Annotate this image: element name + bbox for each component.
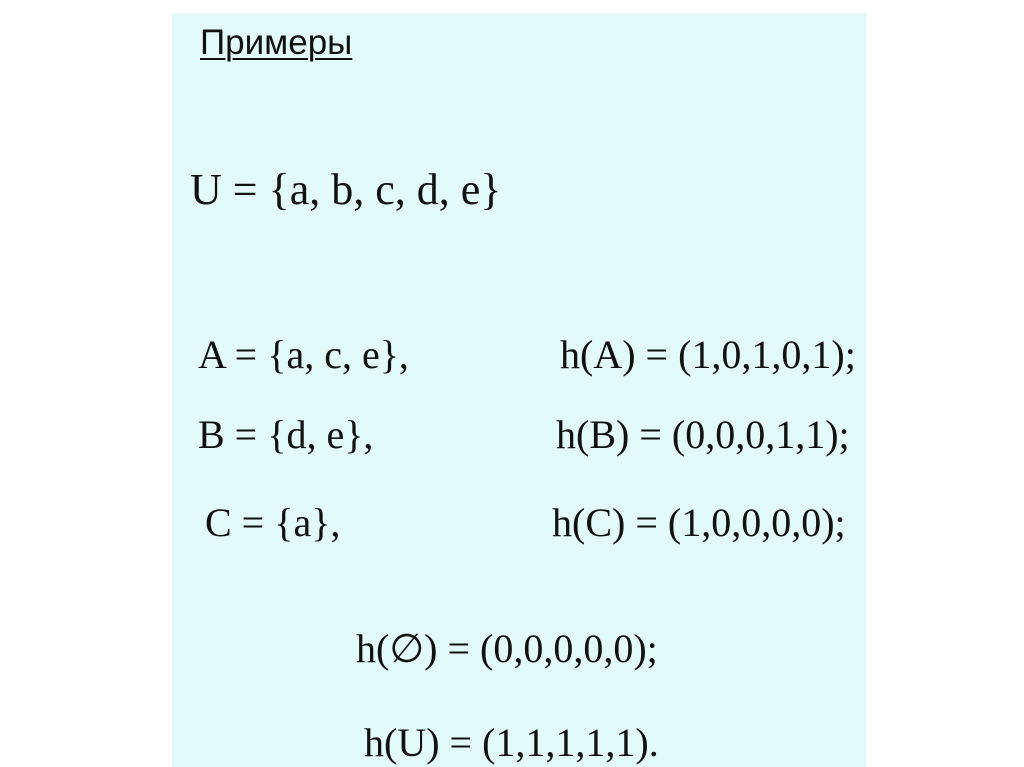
set-a-vector: h(A) = (1,0,1,0,1); <box>560 332 856 377</box>
slide-title: Примеры <box>200 23 353 62</box>
set-b-vector: h(B) = (0,0,0,1,1); <box>556 412 850 457</box>
universe-vector: h(U) = (1,1,1,1,1). <box>364 720 659 765</box>
universe-set-formula: U = {a, b, c, d, e} <box>190 165 502 214</box>
empty-set-vector: h(∅) = (0,0,0,0,0); <box>356 626 658 671</box>
set-b-definition: B = {d, e}, <box>198 412 374 457</box>
set-a-definition: A = {a, c, e}, <box>198 332 409 377</box>
set-c-vector: h(C) = (1,0,0,0,0); <box>552 500 846 545</box>
slide <box>172 13 866 767</box>
set-c-definition: C = {a}, <box>205 500 341 545</box>
